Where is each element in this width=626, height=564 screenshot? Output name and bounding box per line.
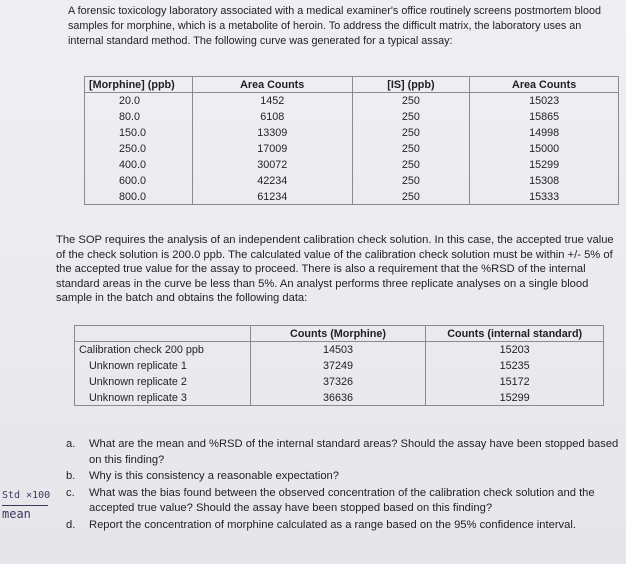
question-label: a.	[66, 438, 76, 450]
table-cell: 30072	[192, 157, 352, 173]
column-header: Area Counts	[470, 77, 619, 93]
table-cell: 14503	[250, 342, 426, 358]
table-cell: 15023	[470, 93, 619, 109]
column-header	[75, 326, 251, 342]
table-cell: 15235	[426, 358, 604, 374]
table-cell: 36636	[250, 390, 426, 406]
table-cell: 37249	[250, 358, 426, 374]
question-item	[66, 437, 622, 468]
question-label: c.	[66, 486, 75, 499]
table-cell: 250	[352, 157, 470, 173]
table-cell: 250	[352, 141, 470, 157]
column-header: [Morphine] (ppb)	[85, 77, 193, 93]
table-cell: 14998	[470, 125, 619, 141]
table-cell: 250.0	[85, 141, 193, 157]
table-cell: 80.0	[85, 109, 193, 125]
table-cell: 400.0	[85, 157, 193, 173]
table-cell: 250	[352, 125, 470, 141]
table-row	[75, 358, 604, 374]
column-header: Counts (internal standard)	[426, 326, 604, 342]
handwritten-fraction-line	[2, 505, 48, 506]
question-text: Report the concentration of morphine calculated as a range based on the 95% confidence interval.	[89, 518, 576, 531]
column-header: Counts (Morphine)	[250, 326, 426, 342]
table-cell: 15333	[470, 189, 619, 205]
table-row	[75, 342, 604, 358]
table-cell: Unknown replicate 1	[75, 358, 251, 374]
table-cell: 17009	[192, 141, 352, 157]
table-cell: Calibration check 200 ppb	[75, 342, 251, 358]
table-cell: Unknown replicate 3	[75, 390, 251, 406]
table-cell: 250	[352, 173, 470, 189]
table-cell: 13309	[192, 125, 352, 141]
table-row	[75, 374, 604, 390]
table-cell: 1452	[192, 93, 352, 109]
question-text: What was the bias found between the observed concentration of the calibration check solution and the accepted true value? Should the assay have been stopped based on this finding?	[89, 486, 595, 515]
replicate-data-table	[74, 325, 604, 406]
handwritten-note-numerator: Std ×100	[2, 490, 51, 501]
table-header-row	[85, 77, 619, 93]
table-cell: 800.0	[85, 189, 193, 205]
table-cell: 250	[352, 93, 470, 109]
table-cell: 15299	[470, 157, 619, 173]
handwritten-note-denominator: mean	[2, 507, 31, 521]
table-row	[85, 125, 619, 141]
table-cell: 15299	[426, 390, 604, 406]
calibration-curve-table	[84, 76, 619, 205]
table-cell: 42234	[192, 173, 352, 189]
table-cell: 600.0	[85, 173, 193, 189]
table-cell: 15865	[470, 109, 619, 125]
table-cell: 37326	[250, 374, 426, 390]
table-row	[85, 141, 619, 157]
question-text: Why is this consistency a reasonable expectation?	[89, 470, 339, 483]
table-cell: 15000	[470, 141, 619, 157]
intro-paragraph: A forensic toxicology laboratory associated with a medical examiner's office routinely screens postmortem blood samples for morphine, which is a metabolite of heroin. To address the difficult matrix, the laboratory uses an internal standard method. The following curve was generated for a typical assay:	[68, 5, 601, 47]
table-header-row	[75, 326, 604, 342]
table-cell: Unknown replicate 2	[75, 374, 251, 390]
table-cell: 15172	[426, 374, 604, 390]
table-cell: 6108	[192, 109, 352, 125]
question-text: What are the mean and %RSD of the internal standard areas? Should the assay have been stopped based on this finding?	[89, 438, 619, 466]
question-item	[66, 469, 622, 485]
table-cell: 150.0	[85, 125, 193, 141]
question-item	[66, 486, 622, 517]
table-row	[85, 157, 619, 173]
question-list	[66, 437, 622, 535]
table-cell: 250	[352, 109, 470, 125]
question-label: b.	[66, 470, 76, 483]
column-header: [IS] (ppb)	[352, 77, 470, 93]
table-row	[85, 109, 619, 125]
table-row	[85, 93, 619, 109]
sop-paragraph: The SOP requires the analysis of an independent calibration check solution. In this case, the accepted true value of the check solution is 200.0 ppb. The calculated value of the calibration check solution must be within +/- 5% of the accepted true value for the assay to proceed. There is also a requirement that the %RSD of the internal standard areas in the curve be less than 5%. An analyst performs three replicate analyses on a single blood sample in the batch and obtains the following data:	[56, 234, 614, 305]
table-row	[85, 189, 619, 205]
column-header: Area Counts	[192, 77, 352, 93]
table-row	[75, 390, 604, 406]
table-row	[85, 173, 619, 189]
question-label: d.	[66, 518, 76, 531]
table-cell: 15203	[426, 342, 604, 358]
table-cell: 250	[352, 189, 470, 205]
table-cell: 61234	[192, 189, 352, 205]
table-cell: 20.0	[85, 93, 193, 109]
question-item	[66, 518, 622, 534]
table-cell: 15308	[470, 173, 619, 189]
